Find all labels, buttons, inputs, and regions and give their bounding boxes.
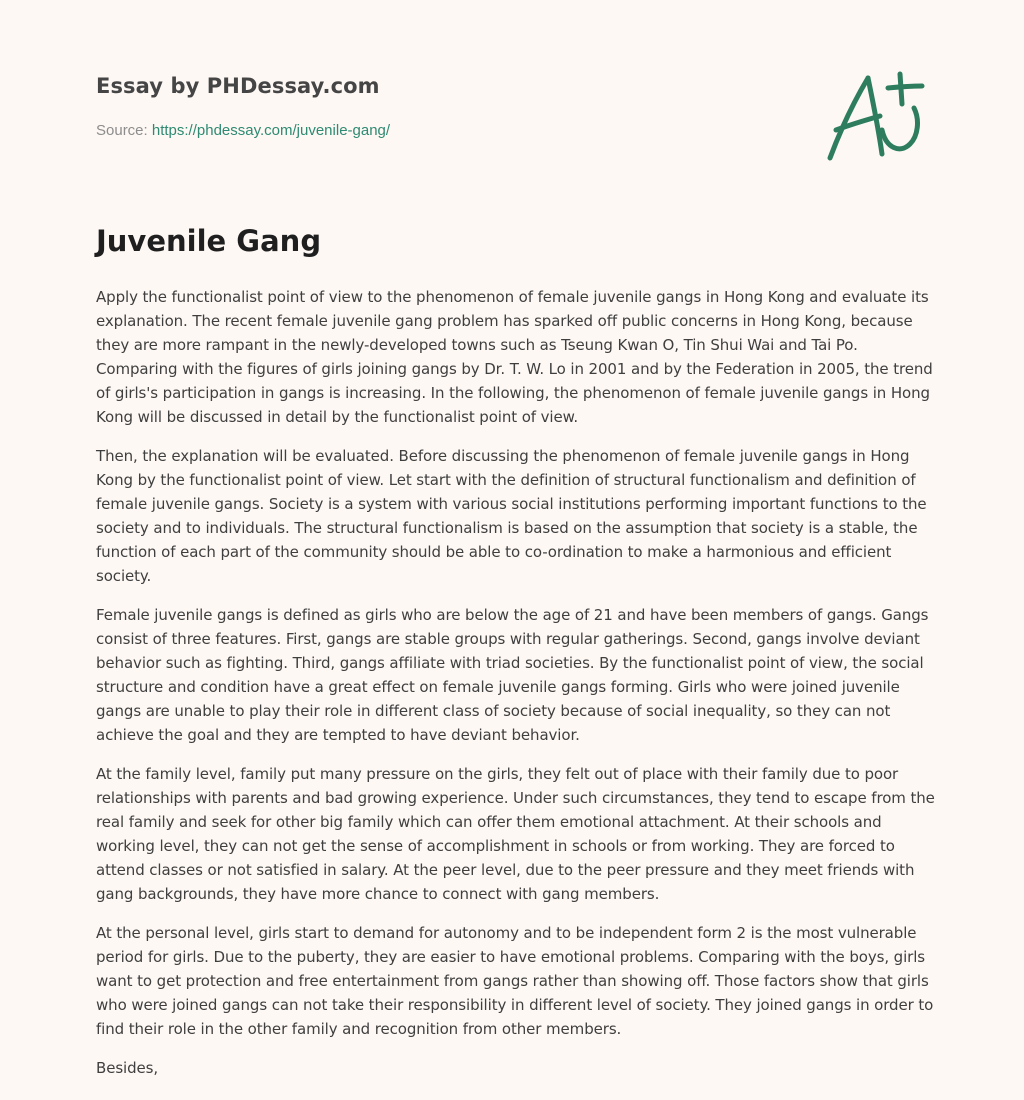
source-link[interactable]: https://phdessay.com/juvenile-gang/	[151, 122, 391, 139]
source-line	[96, 122, 390, 139]
page-header	[96, 74, 390, 139]
essay-title: Juvenile Gang	[96, 224, 322, 258]
essay-paragraph: At the family level, family put many pressure on the girls, they felt out of place with their family due to poor relationships with parents and bad growing experience. Under such circumstances, they tend to escape from the real family and seek for other big family which can offer them emotional attachment. At their schools and working level, they can not get the sense of accomplishment in schools or from working. They are forced to attend classes or not satisfied in salary. At the peer level, due to the peer pressure and they meet friends with gang backgrounds, they have more chance to connect with gang members.	[96, 765, 935, 903]
essay-paragraph: Then, the explanation will be evaluated. Before discussing the phenomenon of female juvenile gangs in Hong Kong by the functionalist point of view. Let start with the definition of structural functionalism and definition of female juvenile gangs. Society is a system with various social institutions performing important functions to the society and to individuals. The structural functionalism is based on the assumption that society is a stable, the function of each part of the community should be able to co-ordination to make a harmonious and efficient society.	[96, 447, 927, 585]
essay-paragraph: Apply the functionalist point of view to the phenomenon of female juvenile gangs in Hong Kong and evaluate its explanation. The recent female juvenile gang problem has sparked off public concerns in Hong Kong, because they are more rampant in the newly-developed towns such as Tseung Kwan O, Tin Shui Wai and Tai Po. Comparing with the figures of girls joining gangs by Dr. T. W. Lo in 2001 and by the Federation in 2005, the trend of girls's participation in gangs is increasing. In the following, the phenomenon of female juvenile gangs in Hong Kong will be discussed in detail by the functionalist point of view.	[96, 288, 933, 426]
essay-paragraph: At the personal level, girls start to demand for autonomy and to be independent form 2 is the most vulnerable period for girls. Due to the puberty, they are easier to have emotional problems. Comparing with the boys, girls want to get protection and free entertainment from gangs rather than showing off. Those factors show that girls who were joined gangs can not take their responsibility in different level of society. They joined gangs in order to find their role in the other family and recognition from other members.	[96, 924, 934, 1038]
essay-body	[96, 285, 936, 1095]
essay-paragraph: Female juvenile gangs is defined as girls who are below the age of 21 and have been members of gangs. Gangs consist of three features. First, gangs are stable groups with regular gatherings. Second, gangs involve deviant behavior such as fighting. Third, gangs affiliate with triad societies. By the functionalist point of view, the social structure and condition have a great effect on female juvenile gangs forming. Girls who were joined juvenile gangs are unable to play their role in different class of society because of social inequality, so they can not achieve the goal and they are tempted to have deviant behavior.	[96, 606, 929, 744]
a-plus-logo-icon	[818, 64, 930, 168]
essay-paragraph: Besides,	[96, 1059, 159, 1077]
site-brand: Essay by PHDessay.com	[96, 74, 380, 98]
source-label: Source:	[96, 122, 148, 139]
